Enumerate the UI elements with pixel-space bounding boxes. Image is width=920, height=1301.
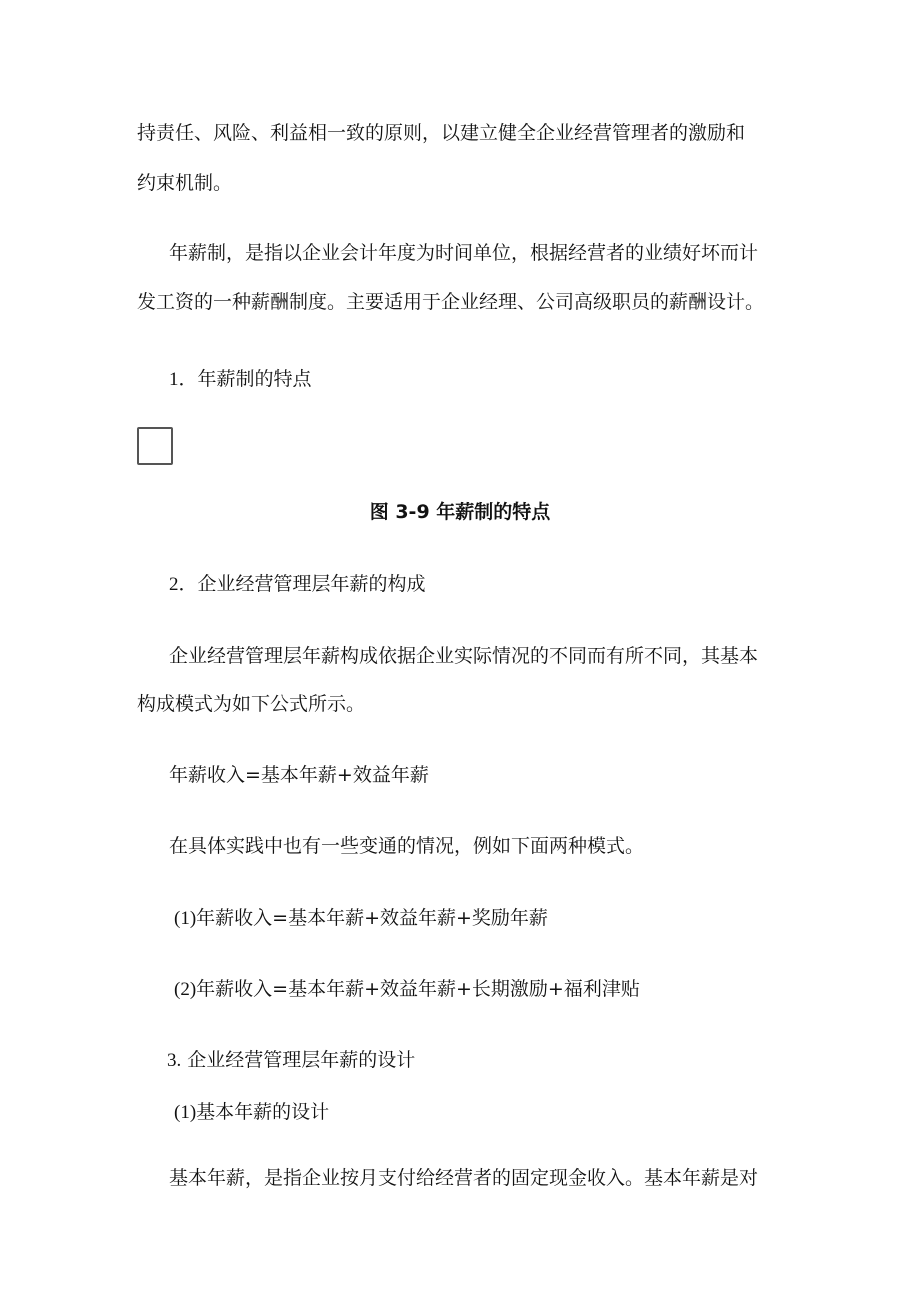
item-text: 年薪收入=基本年薪+效益年薪+长期激励+福利津贴 [196,978,640,1000]
paragraph-line: 持责任、风险、利益相一致的原则，以建立健全企业经营管理者的激励和 [137,122,746,144]
item-number: (1) [174,908,197,929]
figure-placeholder-image [137,427,173,465]
subsection-heading-1 [174,1100,329,1125]
heading-number: 2 [169,574,179,595]
mode-item-2 [174,977,640,1002]
item-text: 年薪收入=基本年薪+效益年薪+奖励年薪 [196,907,548,929]
heading-text: 企业经营管理层年薪的设计 [181,1049,416,1071]
figure-caption: 图 3-9 年薪制的特点 [369,501,551,523]
heading-text: ．年薪制的特点 [178,368,312,390]
item-number: (1) [174,1102,197,1123]
item-number: (2) [174,979,197,1000]
paragraph-line: 企业经营管理层年薪构成依据企业实际情况的不同而有所不同，其基本 [169,645,759,667]
paragraph-line: 年薪制，是指以企业会计年度为时间单位，根据经营者的业绩好坏而计 [169,242,759,264]
heading-number: 1 [169,369,179,390]
formula: 年薪收入=基本年薪+效益年薪 [169,764,429,786]
item-text: 基本年薪的设计 [196,1101,330,1123]
paragraph-line: 发工资的一种薪酬制度。主要适用于企业经理、公司高级职员的薪酬设计。 [137,291,765,313]
section-heading-3 [167,1048,415,1073]
heading-text: ．企业经营管理层年薪的构成 [178,573,426,595]
paragraph-line: 基本年薪，是指企业按月支付给经营者的固定现金收入。基本年薪是对 [169,1167,759,1189]
paragraph-line: 约束机制。 [137,172,233,194]
mode-item-1 [174,906,548,931]
heading-number: 3. [167,1050,182,1071]
section-heading-2 [169,572,426,597]
section-heading-1 [169,367,312,392]
paragraph-line: 构成模式为如下公式所示。 [137,693,366,715]
paragraph-line: 在具体实践中也有一些变通的情况，例如下面两种模式。 [169,835,645,857]
